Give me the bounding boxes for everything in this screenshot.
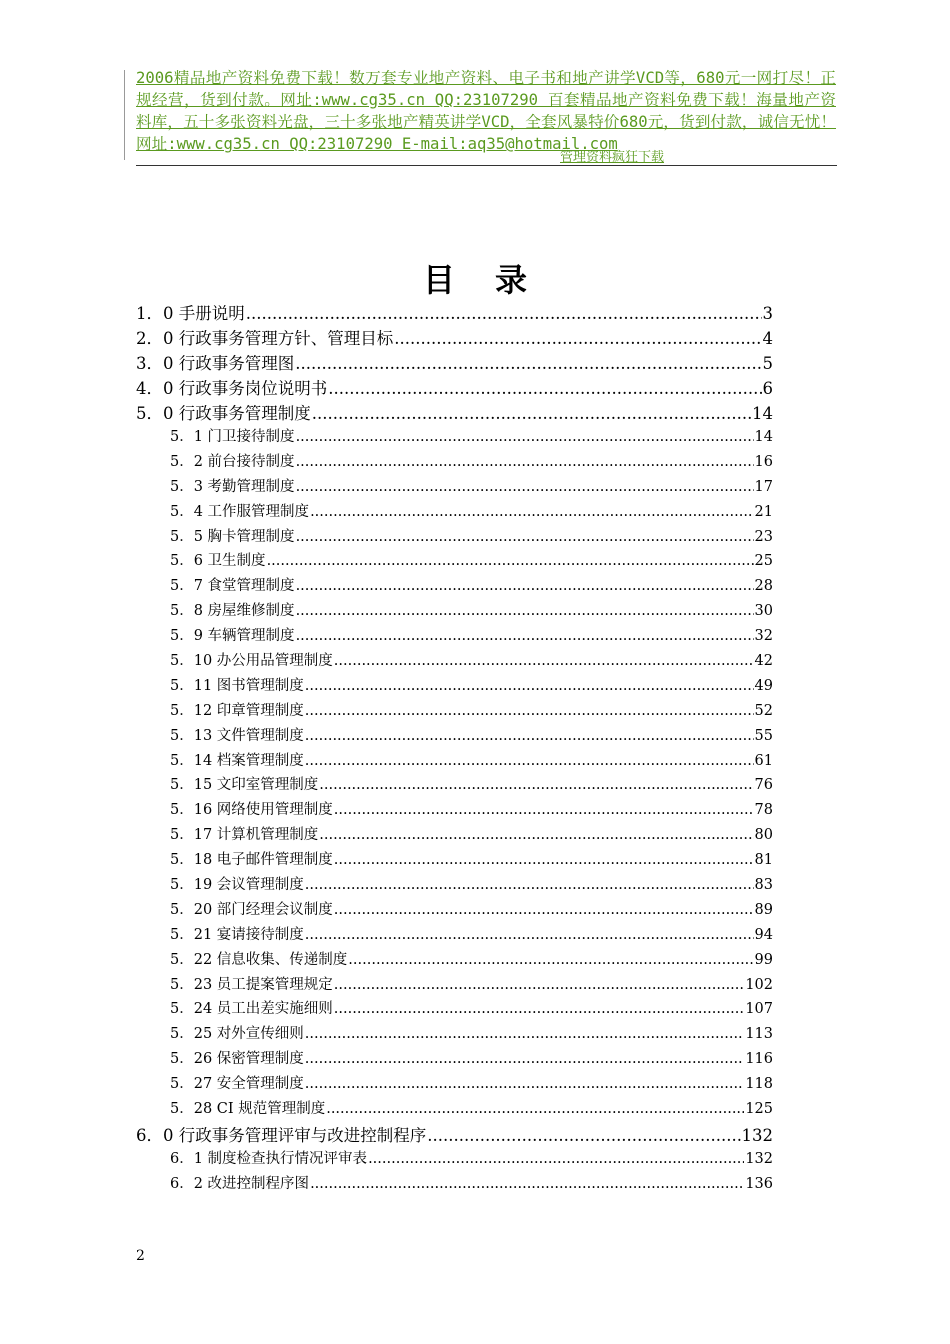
toc-dot-leader <box>296 454 754 470</box>
toc-dot-leader <box>246 304 762 323</box>
toc-dot-leader <box>334 653 754 669</box>
toc-entry-label: 5．19 会议管理制度 <box>170 877 304 894</box>
toc-entry-page: 30 <box>754 603 773 620</box>
toc-entry-label: 5．3 考勤管理制度 <box>170 478 295 495</box>
toc-dot-leader <box>312 404 751 423</box>
toc-entry[interactable] <box>136 1047 773 1072</box>
toc-dot-leader <box>305 1051 745 1067</box>
toc-dot-leader <box>305 1026 745 1042</box>
toc-entry-page: 42 <box>754 653 773 670</box>
toc-entry[interactable] <box>136 1072 773 1097</box>
toc-entry-label: 5．11 图书管理制度 <box>170 677 304 694</box>
page-number: 2 <box>136 1248 145 1264</box>
toc-entry-label: 3．0 行政事务管理图 <box>136 354 295 373</box>
toc-dot-leader <box>319 777 753 793</box>
toc-dot-leader <box>295 354 761 373</box>
toc-entry-page: 125 <box>745 1101 773 1118</box>
toc-entry-label: 5．26 保密管理制度 <box>170 1051 304 1068</box>
toc-entry-label: 6．0 行政事务管理评审与改进控制程序 <box>136 1125 427 1145</box>
toc-entry-label: 5．22 信息收集、传递制度 <box>170 951 348 968</box>
toc-entry-page: 76 <box>754 777 773 794</box>
toc-entry-label: 5．20 部门经理会议制度 <box>170 901 333 918</box>
toc-entry-label: 5．9 车辆管理制度 <box>170 628 295 645</box>
toc-dot-leader <box>348 952 753 968</box>
toc-entry-page: 4 <box>762 329 773 348</box>
toc-dot-leader <box>427 1126 740 1145</box>
toc-entry-page: 132 <box>745 1150 773 1167</box>
toc-entry-label: 5．15 文印室管理制度 <box>170 777 319 794</box>
toc-entry[interactable] <box>136 549 773 574</box>
toc-dot-leader <box>394 329 761 348</box>
toc-entry[interactable] <box>136 898 773 923</box>
toc-entry[interactable] <box>136 1172 773 1197</box>
toc-dot-leader <box>305 728 754 744</box>
toc-entry[interactable] <box>136 425 773 450</box>
toc-entry-page: 32 <box>754 628 773 645</box>
toc-entry-label: 5．17 计算机管理制度 <box>170 827 319 844</box>
toc-dot-leader <box>296 603 754 619</box>
toc-entry[interactable] <box>136 699 773 724</box>
toc-entry-page: 3 <box>762 304 773 323</box>
toc-entry[interactable] <box>136 798 773 823</box>
toc-entry-page: 5 <box>762 354 773 373</box>
toc-entry-label: 5．18 电子邮件管理制度 <box>170 852 333 869</box>
toc-entry-page: 14 <box>754 429 773 445</box>
toc-entry-page: 136 <box>745 1175 773 1192</box>
toc-entry-page: 6 <box>762 379 773 398</box>
toc-entry[interactable] <box>136 823 773 848</box>
toc-dot-leader <box>296 628 754 644</box>
toc-dot-leader <box>326 1101 744 1117</box>
toc-entry[interactable] <box>136 450 773 475</box>
toc-dot-leader <box>305 877 754 893</box>
toc-entry[interactable] <box>136 375 773 400</box>
toc-entry-page: 81 <box>754 852 773 869</box>
toc-title: 目录 <box>422 261 567 299</box>
toc-entry-label: 5．5 胸卡管理制度 <box>170 528 295 545</box>
toc-dot-leader <box>334 977 745 993</box>
toc-entry[interactable] <box>136 400 773 425</box>
toc-dot-leader <box>305 927 754 943</box>
toc-entry-page: 55 <box>754 727 773 744</box>
toc-entry-label: 5．10 办公用品管理制度 <box>170 653 333 670</box>
toc-entry-page: 113 <box>745 1026 773 1043</box>
toc-entry[interactable] <box>136 624 773 649</box>
toc-entry-label: 5．16 网络使用管理制度 <box>170 802 333 819</box>
toc-entry[interactable] <box>136 525 773 550</box>
toc-entry-page: 25 <box>754 553 773 570</box>
toc-entry[interactable] <box>136 599 773 624</box>
toc-entry-label: 5．2 前台接待制度 <box>170 453 295 470</box>
toc-entry-page: 21 <box>754 503 773 520</box>
toc-entry-page: 83 <box>754 877 773 894</box>
toc-entry-label: 5．7 食堂管理制度 <box>170 578 295 595</box>
toc-entry[interactable] <box>136 574 773 599</box>
promo-header-text[interactable]: 2006精品地产资料免费下载！数万套专业地产资料、电子书和地产讲学VCD等，680元一网打尽！正规经营，货到付款。网址:www.cg35.cn QQ:23107290 百套精品地产资料免费下载！海量地产资料库，五十多张资料光盘，三十多张地产精英讲学VCD，全套风暴特价680元，货到付款，诚信无忧！网址:www.cg35.cn QQ:23107290 E-mail:aq35@hotmail.com <box>136 69 836 153</box>
toc-entry-label: 1．0 手册说明 <box>136 304 245 323</box>
toc-dot-leader <box>310 504 753 520</box>
toc-entry[interactable] <box>136 873 773 898</box>
toc-entry-label: 5．27 安全管理制度 <box>170 1076 304 1093</box>
toc-entry-page: 80 <box>754 827 773 844</box>
toc-entry-label: 5．6 卫生制度 <box>170 553 266 570</box>
toc-dot-leader <box>296 429 754 445</box>
toc-entry-label: 5．8 房屋维修制度 <box>170 603 295 620</box>
toc-entry[interactable] <box>136 300 773 325</box>
header-left-rule <box>124 70 125 160</box>
toc-dot-leader <box>305 1076 745 1092</box>
toc-dot-leader <box>296 479 754 495</box>
toc-entry-page: 102 <box>745 976 773 993</box>
toc-entry[interactable] <box>136 848 773 873</box>
toc-entry-label: 5．21 宴请接待制度 <box>170 926 304 943</box>
toc-entry-label: 5．23 员工提案管理规定 <box>170 976 333 993</box>
toc-entry-label: 5．25 对外宣传细则 <box>170 1026 304 1043</box>
toc-entry-page: 61 <box>754 752 773 769</box>
toc-entry-label: 4．0 行政事务岗位说明书 <box>136 379 328 398</box>
toc-entry-label: 6．2 改进控制程序图 <box>170 1175 310 1192</box>
toc-entry-page: 99 <box>754 951 773 968</box>
header-divider <box>136 165 837 166</box>
toc-dot-leader <box>334 902 754 918</box>
toc-entry-page: 116 <box>745 1051 773 1068</box>
toc-entry[interactable] <box>136 773 773 798</box>
toc-entry-page: 17 <box>754 478 773 495</box>
toc-entry-label: 5．28 CI 规范管理制度 <box>170 1101 326 1118</box>
toc-entry-label: 5．12 印章管理制度 <box>170 702 304 719</box>
toc-entry[interactable] <box>136 724 773 749</box>
toc-dot-leader <box>305 753 754 769</box>
table-of-contents <box>136 300 776 1197</box>
toc-entry-label: 5．13 文件管理制度 <box>170 727 304 744</box>
toc-entry-label: 2．0 行政事务管理方针、管理目标 <box>136 329 394 348</box>
toc-dot-leader <box>334 802 754 818</box>
toc-entry-page: 23 <box>754 528 773 545</box>
toc-entry[interactable] <box>136 1147 773 1172</box>
toc-entry[interactable] <box>136 325 773 350</box>
toc-entry[interactable] <box>136 500 773 525</box>
toc-entry-page: 52 <box>754 702 773 719</box>
toc-entry-label: 5．14 档案管理制度 <box>170 752 304 769</box>
toc-dot-leader <box>334 1001 745 1017</box>
toc-entry[interactable] <box>136 948 773 973</box>
toc-entry-page: 49 <box>754 677 773 694</box>
toc-entry[interactable] <box>136 649 773 674</box>
toc-entry-page: 132 <box>741 1125 773 1145</box>
toc-dot-leader <box>328 379 761 398</box>
toc-entry[interactable] <box>136 923 773 948</box>
header-tag[interactable]: 管理资料疯狂下载 <box>560 150 665 165</box>
toc-entry[interactable] <box>136 1122 773 1147</box>
toc-entry-page: 14 <box>752 404 773 423</box>
toc-entry[interactable] <box>136 973 773 998</box>
toc-dot-leader <box>368 1151 744 1167</box>
toc-entry-label: 5．0 行政事务管理制度 <box>136 404 311 423</box>
toc-entry-page: 89 <box>754 901 773 918</box>
toc-entry[interactable] <box>136 749 773 774</box>
toc-entry[interactable] <box>136 1097 773 1122</box>
toc-dot-leader <box>334 852 754 868</box>
toc-entry-page: 94 <box>754 926 773 943</box>
promo-header <box>136 67 836 155</box>
toc-entry-page: 107 <box>745 1001 773 1018</box>
toc-entry[interactable] <box>136 475 773 500</box>
toc-dot-leader <box>310 1176 744 1192</box>
toc-entry-page: 118 <box>745 1076 773 1093</box>
toc-dot-leader <box>296 529 754 545</box>
toc-entry-label: 6．1 制度检查执行情况评审表 <box>170 1150 368 1167</box>
toc-dot-leader <box>267 553 754 569</box>
toc-entry-label: 5．1 门卫接待制度 <box>170 429 295 445</box>
toc-dot-leader <box>305 678 754 694</box>
toc-entry-page: 28 <box>754 578 773 595</box>
toc-dot-leader <box>305 703 754 719</box>
toc-entry[interactable] <box>136 674 773 699</box>
toc-entry[interactable] <box>136 1022 773 1047</box>
toc-entry-page: 78 <box>754 802 773 819</box>
toc-entry[interactable] <box>136 997 773 1022</box>
toc-entry-page: 16 <box>754 453 773 470</box>
toc-entry-label: 5．24 员工出差实施细则 <box>170 1001 333 1018</box>
toc-entry-label: 5．4 工作服管理制度 <box>170 503 310 520</box>
toc-entry[interactable] <box>136 350 773 375</box>
toc-dot-leader <box>296 578 754 594</box>
toc-dot-leader <box>319 827 753 843</box>
